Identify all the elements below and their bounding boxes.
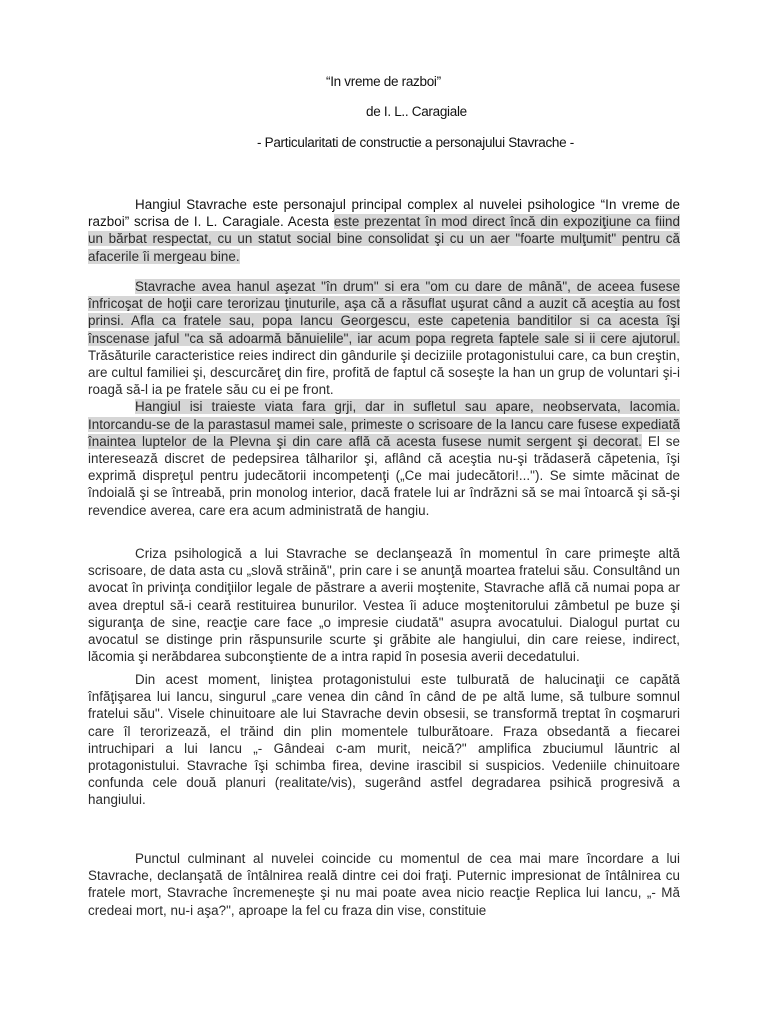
paragraph-stavrache-han	[88, 278, 680, 519]
paragraph-text: Trăsăturile caracteristice reies indirect din gândurile şi deciziile protagonistului care, ca bun creştin, are cultul familiei şi, descurcăreţ din fire, profită de faptul că soseşte la han un grup de voluntari şi-i roagă să-l ia pe fratele său cu ei pe front.	[88, 347, 680, 398]
document-subtitle: - Particularitati de constructie a personajului Stavrache -	[257, 135, 574, 150]
paragraph-text: El se interesează discret de pedepsirea tâlharilor şi, aflând că aceştia nu-şi trădaseră căpetenia, îşi exprimă dispreţul pentru judecătorii incompetenţi („Ce mai judecători!..."). Se simte măcinat de îndoială şi se întreabă, prin monolog interior, dacă fratele lui ar îndrăzni să se mai întoarcă şi să-şi revendice averea, care era acum administrată de hangiu.	[88, 433, 680, 518]
paragraph-text: Din acest moment, liniştea protagonistului este tulburată de halucinaţii ce capătă înfăţişarea lui Iancu, singurul „care venea din când în când de pe altă lume, să tulbure somnul fratelui său". Visele chinuitoare ale lui Stavrache devin obsesii, se transformă treptat în coşmaruri care îl terorizează, el trăind din plin momentele tulburătoare. Fraza obsedantă a fiecarei intruchipari a lui Iancu „- Gândeai c-am murit, neică?" amplifica zbuciumul lăuntric al protagonistului. Stavrache îşi schimba firea, devine irascibil si suspicios. Vedeniile chinuitoare confunda cele două planuri (realitate/vis), sugerând astfel degradarea psihică progresivă a hangiului.	[88, 672, 680, 808]
paragraph-text: Punctul culminant al nuvelei coincide cu momentul de cea mai mare încordare a lui Stavrache, declanşată de întâlnirea reală dintre cei doi fraţi. Puternic impresionat de întâlnirea cu fratele mort, Stavrache încremeneşte şi nu mai poate avea nicio reacţie Replica lui Iancu, „- Mă credeai mort, nu-i aşa?", aproape la fel cu fraza din vise, constituie	[88, 851, 680, 918]
paragraph-text: Criza psihologică a lui Stavrache se declanşează în momentul în care primeşte altă scrisoare, de data asta cu „slovă străină", prin care i se anunţă moartea fratelui său. Consultând un avocat în privinţa condiţiilor legale de păstrare a averii moştenite, Stavrache află că numai popa ar avea dreptul să-i ceară restituirea bunurilor. Vestea îi aduce moştenitorului zâmbetul pe buze şi siguranţa de sine, reacţie care face „o impresie ciudată" asupra avocatului. Dialogul purtat cu avocatul se distinge prin răspunsurile scurte şi grăbite ale hangiului, din care reiese, indirect, lăcomia şi nerăbdarea subconştiente de a intra rapid în posesia averii decedatului.	[88, 546, 680, 665]
document-title: “In vreme de razboi”	[326, 74, 441, 89]
highlighted-text: Stavrache avea hanul aşezat "în drum" si era "om cu dare de mână", de aceea fusese înfricoşat de hoţii care terorizau ţinuturile, aşa că a răsuflat uşurat când a auzit că aceştia au fost prinsi. Afla ca fratele sau, popa Iancu Georgescu, este capetenia banditilor si ca acesta îşi înscenase jaful "ca să adoarmă bănuielile", iar acum popa regreta faptele sale si ii cere ajutorul.	[88, 279, 680, 346]
highlighted-text: este prezentat în mod direct încă din expoziţiune ca fiind un bărbat respectat, cu un statut social bine consolidat şi cu un aer "foarte mulţumit" pentru că afacerile îi mergeau bine.	[88, 214, 680, 264]
paragraph-text: Hangiul Stavrache este personajul principal complex al nuvelei psihologice “In vreme de razboi” scrisa de I. L. Caragiale. Acesta	[88, 197, 680, 230]
paragraph-punct-culminant	[88, 850, 680, 919]
highlighted-text: Hangiul isi traieste viata fara grji, dar in sufletul sau apare, neobservata, lacomia. Intorcandu-se de la parastasul mamei sale, primeste o scrisoare de la Iancu care fusese expediată înaintea luptelor de la Plevna şi din care află că acesta fusese numit sergent şi decorat.	[88, 399, 680, 449]
paragraph-intro	[88, 196, 680, 265]
document-author: de I. L.. Caragiale	[366, 104, 467, 119]
paragraph-criza-psihologica	[88, 545, 680, 665]
paragraph-halucinatii	[88, 671, 680, 809]
